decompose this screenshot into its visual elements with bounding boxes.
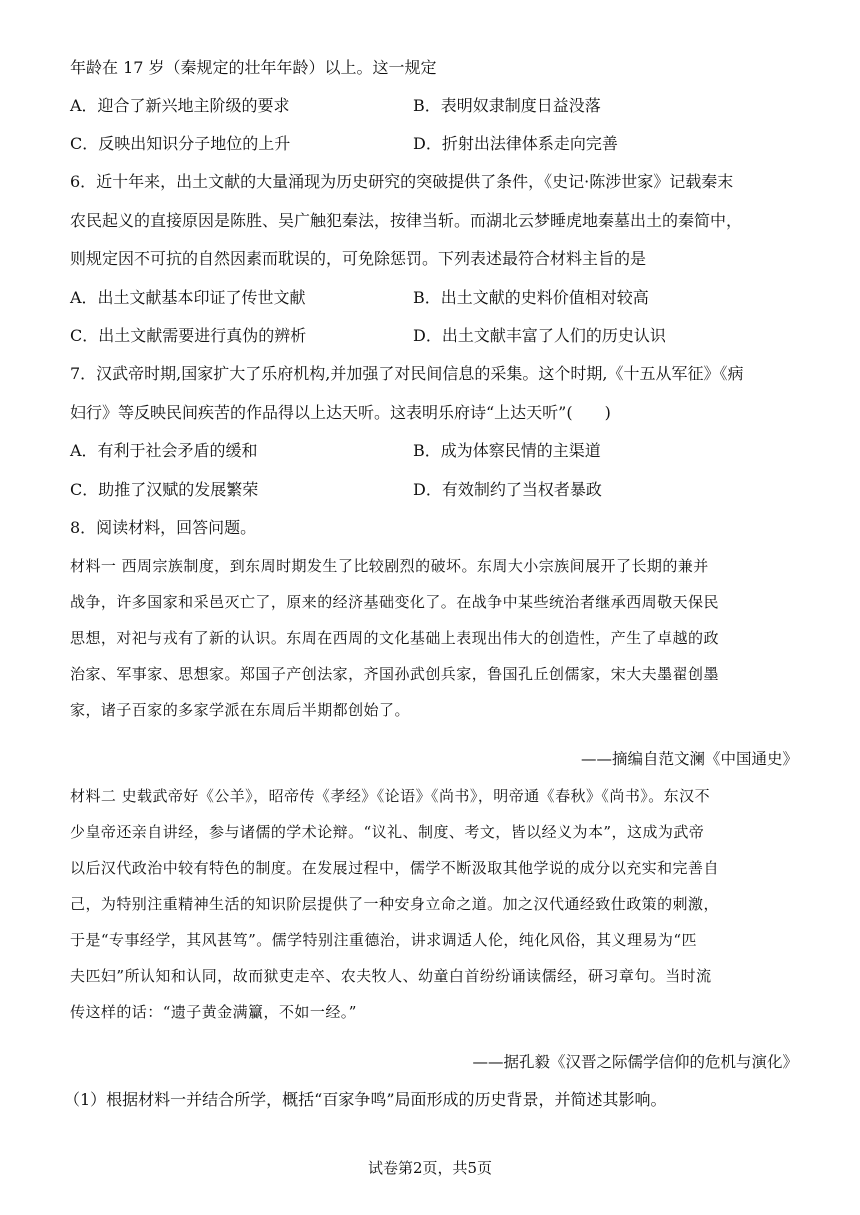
material-1-line-4: 治家、军事家、思想家。郑国子产创法家，齐国孙武创兵家，鲁国孔丘创儒家，宋大夫墨翟创墨 xyxy=(70,665,719,683)
question-7-option-b: B．成为体察民情的主渠道 xyxy=(413,441,601,460)
question-6-option-c: C．出土文献需要进行真伪的辨析 xyxy=(70,326,307,345)
material-2-line-6: 夫匹妇”所认知和认同，故而狱吏走卒、农夫牧人、幼童白首纷纷诵读儒经，研习章句。当时流 xyxy=(70,967,712,985)
question-7-option-d: D．有效制约了当权者暴政 xyxy=(413,480,602,499)
material-2-line-4: 己，为特别注重精神生活的知识阶层提供了一种安身立命之道。加之汉代通经致仕政策的刺激， xyxy=(70,895,719,913)
question-5-stem-tail: 年龄在 17 岁（秦规定的壮年年龄）以上。这一规定 xyxy=(70,58,437,77)
question-6-option-b: B．出土文献的史料价值相对较高 xyxy=(413,288,649,307)
question-6-line-3: 则规定因不可抗的自然因素而耽误的，可免除惩罚。下列表述最符合材料主旨的是 xyxy=(70,249,647,268)
question-6-option-d: D．出土文献丰富了人们的历史认识 xyxy=(413,326,666,345)
material-2-source: ——据孔毅《汉晋之际儒学信仰的危机与演化》 xyxy=(472,1053,798,1071)
page-footer: 试卷第2页，共5页 xyxy=(367,1159,493,1177)
material-1-line-2: 战争，许多国家和采邑灭亡了，原来的经济基础变化了。在战争中某些统治者继承西周敬天保民 xyxy=(70,593,719,611)
question-5-option-c: C．反映出知识分子地位的上升 xyxy=(70,134,291,153)
material-2-line-3: 以后汉代政治中较有特色的制度。在发展过程中，儒学不断汲取其他学说的成分以充实和完善自 xyxy=(70,859,719,877)
material-2-line-1: 材料二 史载武帝好《公羊》，昭帝传《孝经》《论语》《尚书》，明帝通《春秋》《尚书》。东汉不 xyxy=(70,787,711,805)
material-2-line-5: 于是“专事经学，其风甚笃”。儒学特别注重德治，讲求调适人伦，纯化风俗，其义理易为“匹 xyxy=(70,931,697,949)
material-1-line-5: 家，诸子百家的多家学派在东周后半期都创始了。 xyxy=(70,701,410,719)
material-2-line-7: 传这样的话：“遗子黄金满籯，不如一经。” xyxy=(70,1003,357,1021)
question-7-line-2: 妇行》等反映民间疾苦的作品得以上达天听。这表明乐府诗“上达天听”( ) xyxy=(70,403,611,422)
question-6-option-a: A．出土文献基本印证了传世文献 xyxy=(70,288,306,307)
material-1-line-3: 思想，对祀与戎有了新的认识。东周在西周的文化基础上表现出伟大的创造性，产生了卓越的政 xyxy=(70,629,719,647)
question-6-line-1: 6．近十年来，出土文献的大量涌现为历史研究的突破提供了条件，《史记·陈涉世家》记载秦末 xyxy=(70,172,734,191)
question-7-option-a: A．有利于社会矛盾的缓和 xyxy=(70,441,258,460)
question-7-line-1: 7．汉武帝时期,国家扩大了乐府机构,并加强了对民间信息的采集。这个时期,《十五从军征》《病 xyxy=(70,364,744,383)
sub-question-1: （1）根据材料一并结合所学，概括“百家争鸣”局面形成的历史背景，并简述其影响。 xyxy=(64,1090,667,1109)
material-1-source: ——摘编自范文澜《中国通史》 xyxy=(580,750,798,768)
material-2-line-2: 少皇帝还亲自讲经，参与诸儒的学术论辩。“议礼、制度、考文，皆以经义为本”，这成为武帝 xyxy=(70,823,705,841)
question-5-option-a: A．迎合了新兴地主阶级的要求 xyxy=(70,96,290,115)
question-5-option-d: D．折射出法律体系走向完善 xyxy=(413,134,618,153)
material-1-line-1: 材料一 西周宗族制度，到东周时期发生了比较剧烈的破坏。东周大小宗族间展开了长期的兼并 xyxy=(70,557,709,575)
question-6-line-2: 农民起义的直接原因是陈胜、吴广触犯秦法，按律当斩。而湖北云梦睡虎地秦墓出土的秦简中， xyxy=(70,211,743,230)
question-8-stem: 8．阅读材料，回答问题。 xyxy=(70,518,257,537)
question-5-option-b: B．表明奴隶制度日益没落 xyxy=(413,96,601,115)
question-7-option-c: C．助推了汉赋的发展繁荣 xyxy=(70,480,259,499)
